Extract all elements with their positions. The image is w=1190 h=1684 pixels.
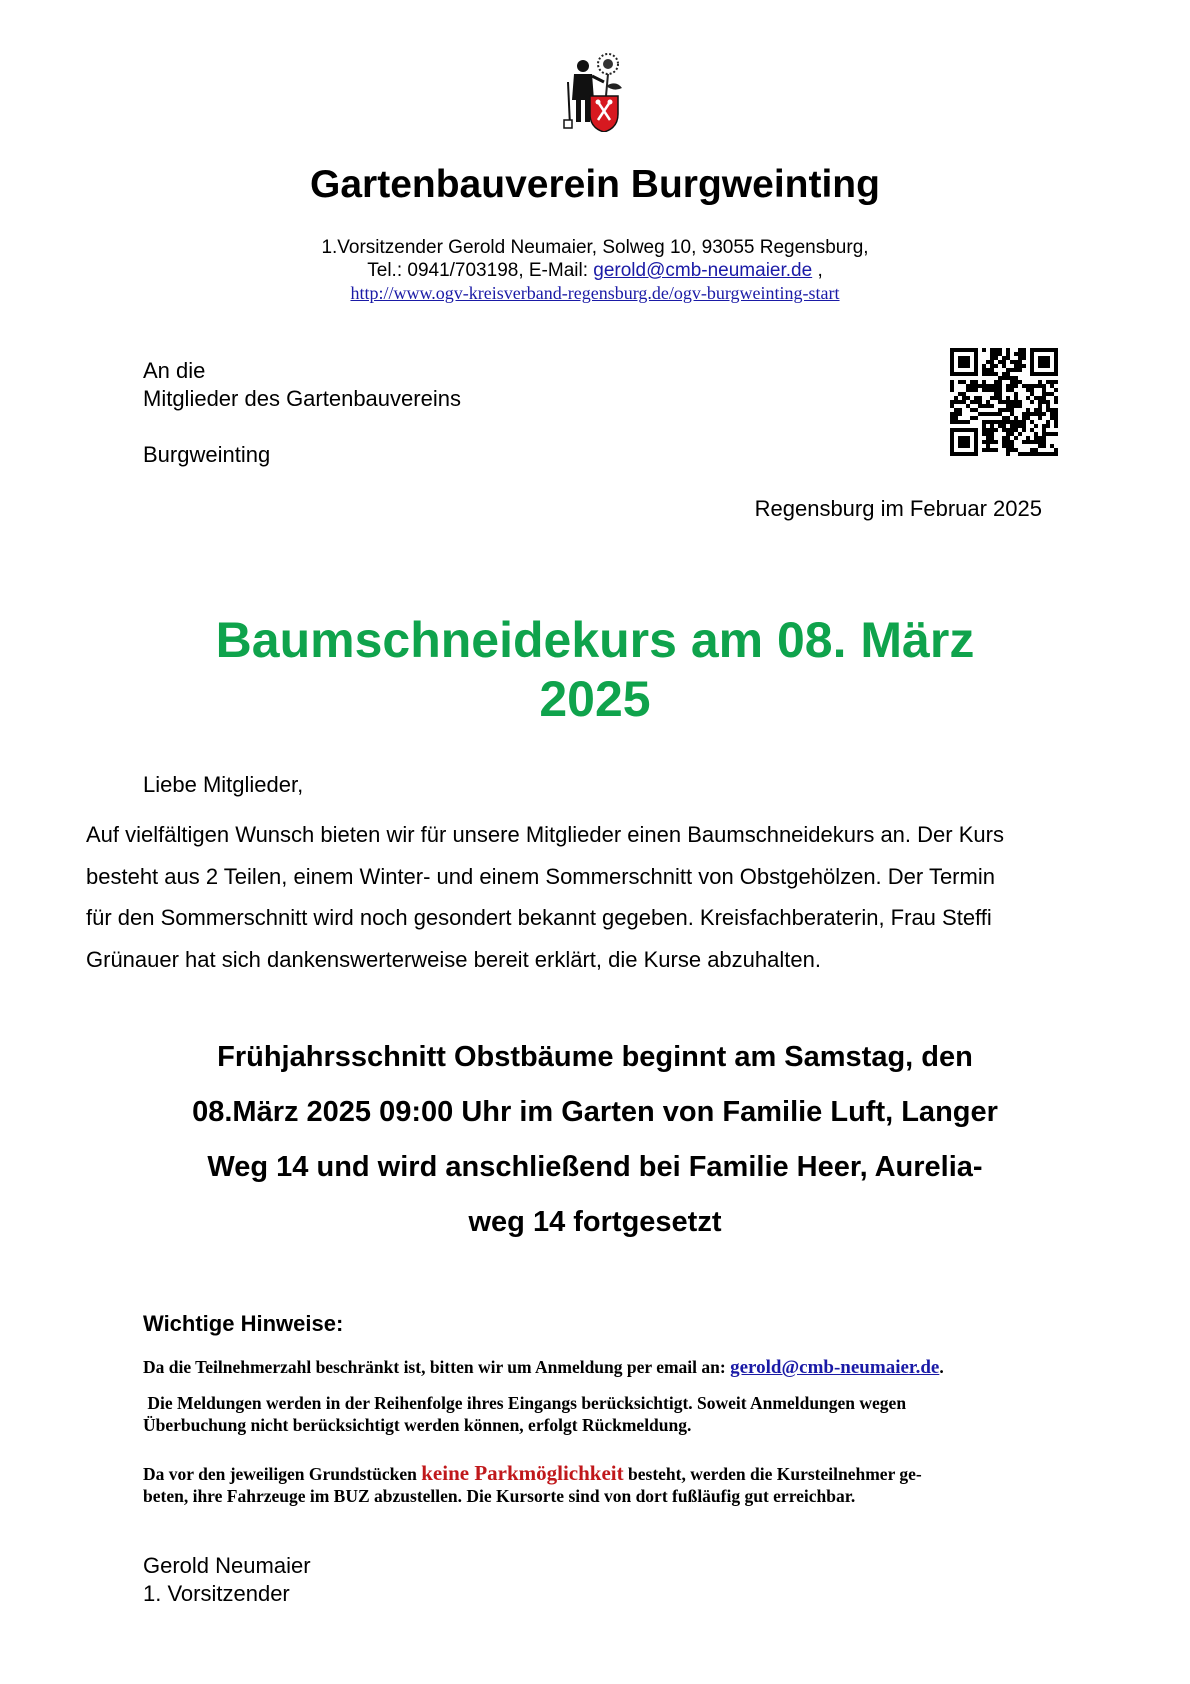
club-name: Gartenbauverein Burgweinting — [310, 163, 880, 206]
contact-phone: Tel.: 0941/703198, E-Mail: — [367, 260, 594, 281]
intro-line: Auf vielfältigen Wunsch bieten wir für unsere Mitglieder einen Baumschneidekurs an. Der Kurs — [86, 822, 1004, 847]
contact-separator: , — [812, 260, 823, 281]
contact-block — [0, 236, 1190, 305]
intro-line: Grünauer hat sich dankenswerterweise bereit erklärt, die Kurse abzuhalten. — [86, 946, 821, 972]
parking-warning: keine Parkmöglichkeit — [421, 1461, 624, 1485]
intro-line: besteht aus 2 Teilen, einem Winter- und einem Sommerschnitt von Obstgehölzen. Der Termin — [86, 863, 995, 889]
contact-email-link[interactable]: gerold@cmb-neumaier.de — [593, 260, 813, 281]
recipient-line: Mitglieder des Gartenbauvereins — [143, 386, 461, 411]
note-text: Da die Teilnehmerzahl beschränkt ist, bitten wir um Anmeldung per email an: — [143, 1357, 731, 1377]
headline — [0, 611, 1190, 729]
note-text: besteht, werden die Kursteilnehmer ge- — [623, 1464, 922, 1484]
date-line: Regensburg im Februar 2025 — [754, 496, 1042, 521]
recipient-line: An die — [143, 358, 206, 383]
headline-line: 2025 — [539, 671, 651, 727]
contact-website-link[interactable]: http://www.ogv-kreisverband-regensburg.de/ogv-burgweinting-start — [350, 283, 840, 303]
recipient-line: Burgweinting — [143, 442, 271, 467]
signature — [143, 1552, 311, 1608]
note-registration — [143, 1356, 1083, 1379]
event-line: 08.März 2025 09:00 Uhr im Garten von Familie Luft, Langer — [192, 1096, 998, 1128]
headline-line: Baumschneidekurs am 08. März — [215, 612, 975, 668]
notes-title: Wichtige Hinweise: — [143, 1311, 344, 1336]
event-line: Weg 14 und wird anschließend bei Familie Heer, Aurelia- — [207, 1151, 983, 1183]
contact-phone-email — [0, 259, 1190, 282]
greeting: Liebe Mitglieder, — [143, 772, 304, 797]
note-text: . — [939, 1357, 944, 1377]
signature-name: Gerold Neumaier — [143, 1553, 311, 1578]
intro-line: für den Sommerschnitt wird noch gesondert bekannt gegeben. Kreisfachberaterin, Frau Steffi — [86, 905, 992, 930]
event-announcement — [100, 1030, 1090, 1250]
gardener-coat-of-arms-icon — [556, 52, 628, 132]
event-line: Frühjahrsschnitt Obstbäume beginnt am Samstag, den — [217, 1041, 973, 1073]
contact-address: 1.Vorsitzender Gerold Neumaier, Solweg 10, 93055 Regensburg, — [321, 237, 869, 258]
recipient-address — [143, 357, 461, 469]
note-text: Überbuchung nicht berücksichtigt werden können, erfolgt Rückmeldung. — [143, 1415, 692, 1435]
qr-code-icon — [950, 348, 1058, 456]
event-line: weg 14 fortgesetzt — [468, 1206, 722, 1238]
intro-paragraph — [86, 814, 1116, 980]
note-text: beten, ihre Fahrzeuge im BUZ abzustellen. Die Kursorte sind von dort fußläufig gut erreichbar. — [143, 1486, 856, 1506]
note-text: Da vor den jeweiligen Grundstücken — [143, 1464, 422, 1484]
signature-role: 1. Vorsitzender — [143, 1581, 290, 1606]
registration-email-link[interactable]: gerold@cmb-neumaier.de — [730, 1357, 940, 1378]
note-parking — [143, 1462, 1083, 1507]
note-text: Die Meldungen werden in der Reihenfolge ihres Eingangs berücksichtigt. Soweit Anmeldungen wegen — [143, 1393, 907, 1413]
note-order — [143, 1392, 1083, 1436]
